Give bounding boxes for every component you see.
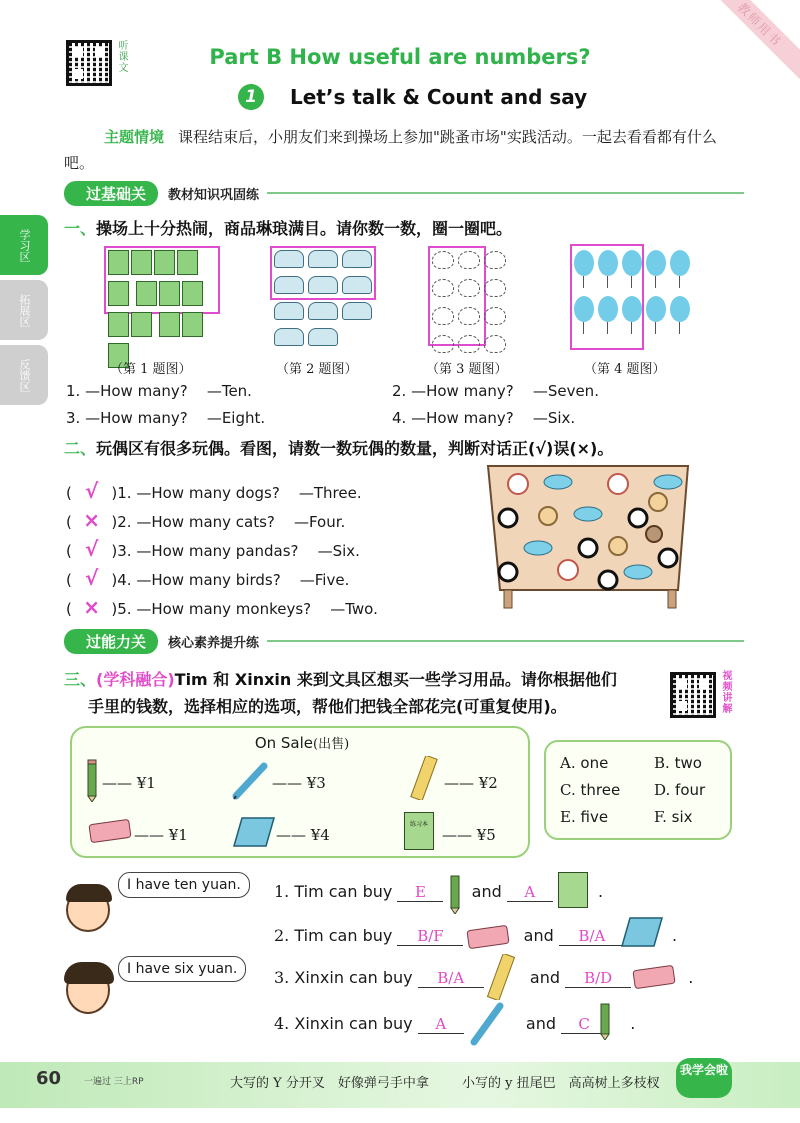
section-ability-title: 过能力关 [64,629,158,654]
item-question: —How many? [85,409,188,427]
pencil-icon [84,758,100,802]
page-number: 60 [36,1068,62,1089]
book-icon [131,250,152,275]
learned-badge: 我学会啦 [676,1058,732,1098]
q2-item-1: ( √ )1. —How many dogs? —Three. [66,479,362,503]
item-number: 1. [117,484,132,502]
options-box [544,740,732,840]
shell-icon [484,279,506,297]
panda-toy [499,509,517,527]
section-basic-header [64,180,744,206]
balloon-icon [574,250,594,276]
section-ability-header [64,628,744,654]
answer-mark: √ [84,479,99,503]
item-question: —How many? [85,382,188,400]
q3-text-line2: 手里的钱数，选择相应的选项，帮他们把钱全部花完(可重复使用)。 [88,697,567,716]
line-and: and [525,1014,557,1033]
option-b [654,754,702,772]
video-qr-label: 视频讲解 [720,670,731,714]
answer-blank[interactable]: B/A [559,927,625,946]
answer-line-4 [274,1014,635,1034]
xinxin-speech-bubble: I have six yuan. [118,956,246,982]
pen-price: —— ¥3 [272,774,326,792]
q1-instruction [64,216,512,239]
item-answer: —Five. [299,571,350,589]
cat-toy [539,507,557,525]
book-icon [159,281,180,306]
pencil-icon [448,872,462,914]
item-number: 4. [392,409,407,427]
car-icon [274,250,304,268]
notebook-price: —— ¥4 [276,826,330,844]
cat-toy [609,537,627,555]
q3-tag: (学科融合) [96,670,175,689]
eraser-price: —— ¥1 [134,826,188,844]
q1-text: 操场上十分热闹，商品琳琅满目。请你数一数，圈一圈吧。 [96,219,513,238]
item-number: 2. [117,513,132,531]
line-and: and [471,882,502,901]
shell-icon [458,279,480,297]
car-icon [308,302,338,320]
car-icon [274,276,304,294]
part-title: Part B How useful are numbers? [209,45,591,69]
notebook-icon [232,816,276,848]
item-number: 3. [66,409,81,427]
eraser-icon [630,962,678,992]
item-answer: —Two. [330,600,378,618]
footer-rhyme-2: 小写的 y 扭尾巴 高高树上多枝杈 [462,1076,660,1091]
car-icon [342,276,372,294]
q1-item-1 [66,382,252,400]
balloon-icon [670,296,690,322]
option-word: five [580,808,609,826]
answer-blank[interactable]: A [418,1015,464,1034]
shell-icon [484,335,506,353]
book-icon [182,312,203,337]
cars-picture [270,246,376,346]
bird-toy [624,565,652,579]
caption-1: （第 1 题图） [110,362,192,377]
book-icon [131,312,152,337]
book-icon [177,250,198,275]
answer-line-1 [274,882,603,902]
teacher-edition-tag: 教师用书 [703,0,800,81]
panda-toy [499,563,517,581]
option-letter: D. [654,781,671,799]
on-sale-box [70,726,530,858]
balloon-icon [622,250,642,276]
line-period: . [630,1014,636,1033]
table-leg [504,590,512,608]
option-letter: C. [560,781,576,799]
monkey-toy [646,526,662,542]
video-qr-code[interactable] [670,672,716,718]
item-question: —How many cats? [136,513,275,531]
q1-item-3 [66,409,265,427]
item-answer: —Three. [298,484,362,502]
shell-icon [484,307,506,325]
option-letter: E. [560,808,576,826]
item-answer: —Ten. [206,382,252,400]
q2-instruction [64,436,613,459]
q3-number: 三、 [64,670,97,689]
shell-icon [432,307,454,325]
item-question: —How many dogs? [136,484,280,502]
dog-toy [558,560,578,580]
bird-toy [544,475,572,489]
car-icon [308,328,338,346]
line-number: 1. [274,882,290,901]
intro-paragraph [64,124,744,176]
ruler-icon [486,954,516,1000]
option-word: two [674,754,702,772]
lesson-number-badge: 1 [238,84,264,110]
section-ability-subtitle: 核心素养提升练 [168,635,260,651]
section-basic-subtitle: 教材知识巩固练 [168,187,260,203]
bird-toy [574,507,602,521]
panda-toy [599,571,617,589]
panda-toy [629,509,647,527]
section-basic-title: 过基础关 [64,181,158,206]
book-icon [182,281,203,306]
balloons-picture [570,244,694,350]
tim-speech-bubble: I have ten yuan. [118,872,250,898]
option-a [560,754,608,772]
balloon-icon [574,296,594,322]
balloon-icon [598,296,618,322]
divider [267,192,744,194]
option-d [654,781,705,799]
line-period: . [597,882,604,901]
shell-icon [458,335,480,353]
line-period: . [688,968,694,987]
book-icon [136,281,157,306]
line-prefix: Tim can buy [294,882,393,901]
eraser-icon [86,816,134,846]
q2-item-3: ( √ )3. —How many pandas? —Six. [66,537,360,561]
item-number: 4. [117,571,132,589]
intro-text: 课程结束后，小朋友们来到操场上参加"跳蚤市场"实践活动。一起去看看都有什么吧。 [64,128,717,172]
shell-icon [484,251,506,269]
item-question: —How many birds? [136,571,281,589]
q2-item-2: ( × )2. —How many cats? —Four. [66,508,346,532]
answer-blank[interactable]: B/D [565,969,631,988]
balloon-icon [646,296,666,322]
answer-blank[interactable]: A [507,883,553,902]
answer-mark: √ [84,566,99,590]
book-icon [108,312,129,337]
q1-item-2 [392,382,599,400]
q1-item-4 [392,409,575,427]
item-question: —How many? [411,409,514,427]
bird-toy [524,541,552,555]
item-answer: —Seven. [532,382,599,400]
side-tab-extend[interactable]: 拓展区 [0,280,48,340]
shell-icon [432,251,454,269]
option-word: three [580,781,621,799]
q2-number: 二、 [64,439,97,458]
option-letter: F. [654,808,667,826]
xinxin-avatar [66,966,110,1014]
ruler-price: —— ¥2 [444,774,498,792]
q2-list [66,478,378,623]
option-c [560,781,620,799]
car-icon [308,250,338,268]
option-word: one [580,754,609,772]
car-icon [342,250,372,268]
toy-table-illustration [478,462,700,612]
shop-title-cn: (出售) [313,737,350,752]
tim-avatar [66,888,110,932]
side-tab-feedback[interactable]: 反馈区 [0,345,48,405]
intro-label: 主题情境 [104,128,165,146]
shell-icon [432,335,454,353]
bird-toy [654,475,682,489]
cat-toy [649,493,667,511]
option-e [560,808,608,826]
book-icon [154,250,175,275]
q3-instruction [64,666,674,720]
item-number: 2. [392,382,407,400]
option-letter: B. [654,754,670,772]
answer-mark: × [83,508,100,532]
car-icon [274,328,304,346]
item-answer: —Six. [532,409,576,427]
pencil-price: —— ¥1 [102,774,156,792]
item-number: 3. [117,542,132,560]
exercise-book-icon: 练习本 [404,812,434,850]
panda-toy [579,539,597,557]
line-prefix: Xinxin can buy [294,1014,413,1033]
item-number: 5. [117,600,132,618]
footer-brand: 一遍过 三上RP [84,1077,144,1087]
shell-icon [432,279,454,297]
line-number: 3. [274,968,290,987]
answer-blank[interactable]: B/F [397,927,463,946]
footer-rhyme-1: 大写的 Y 分开叉 好像弹弓手中拿 [230,1076,429,1091]
books-picture [104,246,220,376]
item-question: —How many pandas? [136,542,299,560]
caption-2: （第 2 题图） [276,362,358,377]
pen-icon [232,760,270,800]
eraser-icon [464,922,512,952]
balloon-icon [598,250,618,276]
pencil-icon [598,1000,612,1040]
book-icon [108,281,129,306]
balloon-icon [646,250,666,276]
line-number: 2. [274,926,290,945]
item-answer: —Six. [317,542,360,560]
shell-icon [458,251,480,269]
item-answer: —Eight. [206,409,266,427]
on-sale-title [72,733,532,752]
q2-item-5: ( × )5. —How many monkeys? —Two. [66,595,378,619]
ruler-icon [408,756,444,800]
line-and: and [523,926,554,945]
line-prefix: Xinxin can buy [294,968,413,987]
listen-qr-label: 听课文 [116,40,127,73]
dog-toy [608,474,628,494]
balloon-icon [670,250,690,276]
answer-blank[interactable]: C [561,1015,607,1034]
q2-item-4: ( √ )4. —How many birds? —Five. [66,566,350,590]
line-and: and [529,968,561,987]
caption-4: （第 4 题图） [584,362,666,377]
exercise-book-price: —— ¥5 [442,826,496,844]
answer-mark: √ [84,537,99,561]
shop-title: On Sale [254,734,314,752]
answer-blank[interactable]: E [397,883,443,902]
side-tab-study[interactable]: 学习区 [0,215,48,275]
answer-blank[interactable]: B/A [418,969,484,988]
car-icon [274,302,304,320]
table-leg [668,590,676,608]
book-icon [108,250,129,275]
option-word: six [671,808,693,826]
line-period: . [671,926,678,945]
panda-toy [659,549,677,567]
option-letter: A. [560,754,576,772]
exercise-book-icon [558,872,588,908]
option-f [654,808,692,826]
item-number: 1. [66,382,81,400]
book-icon [159,312,180,337]
shells-picture [428,246,524,346]
line-prefix: Tim can buy [294,926,393,945]
caption-3: （第 3 题图） [426,362,508,377]
q3-text-line1: Tim 和 Xinxin 来到文具区想买一些学习用品。请你根据他们 [174,670,617,689]
q2-text: 玩偶区有很多玩偶。看图，请数一数玩偶的数量，判断对话正(√)误(×)。 [96,439,614,458]
car-icon [308,276,338,294]
answer-mark: × [83,595,100,619]
divider [267,640,744,642]
option-word: four [675,781,706,799]
shell-icon [458,307,480,325]
q1-number: 一、 [64,219,97,238]
line-number: 4. [274,1014,290,1033]
notebook-icon [620,916,664,950]
item-answer: —Four. [293,513,346,531]
lesson-title: Let’s talk & Count and say [290,85,588,109]
item-question: —How many monkeys? [136,600,312,618]
dog-toy [508,474,528,494]
pen-icon [470,1000,506,1046]
balloon-icon [622,296,642,322]
item-question: —How many? [411,382,514,400]
car-icon [342,302,372,320]
